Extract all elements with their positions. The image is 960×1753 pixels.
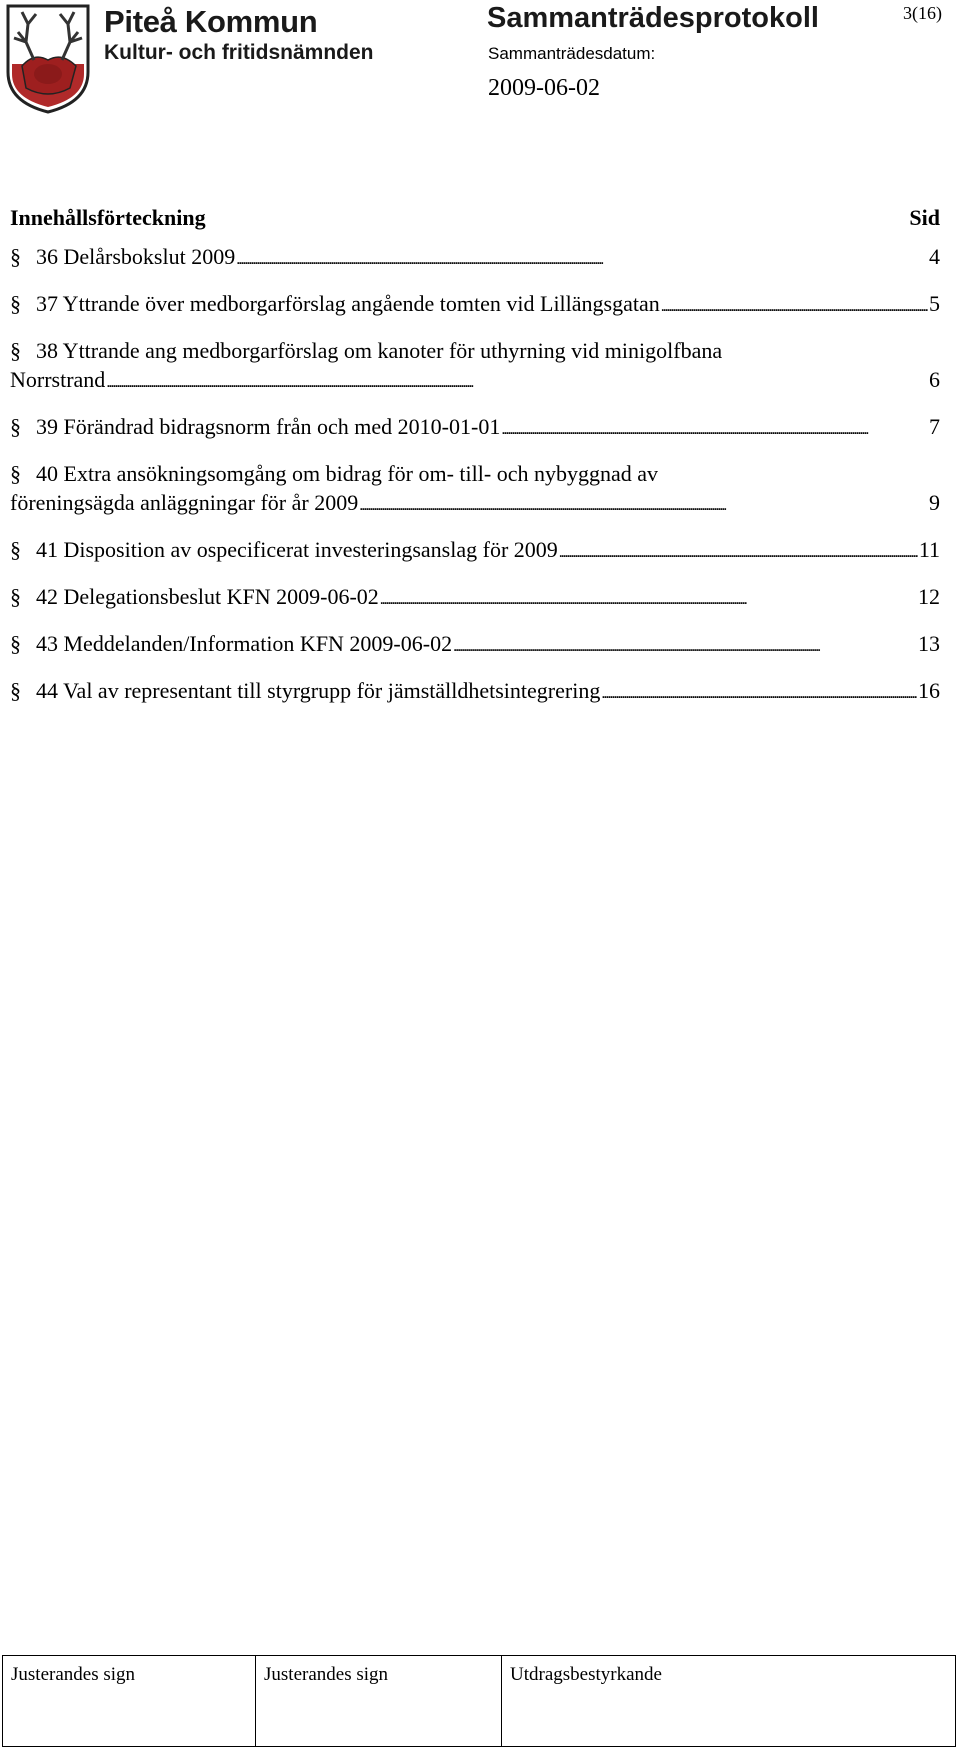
toc-title: Innehållsförteckning [10, 205, 206, 230]
table-of-contents [10, 204, 940, 723]
signature-footer [2, 1655, 956, 1747]
paragraph-symbol: § [10, 291, 21, 316]
toc-header [10, 204, 940, 232]
toc-entry-text: 42 Delegationsbeslut KFN 2009-06-02 [36, 584, 379, 609]
organization-name: Piteå Kommun [104, 4, 318, 39]
toc-entry-text: 39 Förändrad bidragsnorm från och med 2010-01-01 [36, 414, 501, 439]
paragraph-symbol: § [10, 678, 21, 703]
toc-entry-page: 9 [929, 490, 940, 515]
toc-page-column-label: Sid [909, 205, 940, 230]
toc-entry-page: 7 [929, 414, 940, 439]
toc-entry-page: 4 [929, 244, 940, 269]
toc-entry-text: 44 Val av representant till styrgrupp för jämställdhetsintegrering [36, 678, 601, 703]
meeting-date-label: Sammanträdesdatum: [488, 44, 656, 63]
toc-entry-text: 41 Disposition av ospecificerat investeringsanslag för 2009 [36, 537, 558, 562]
document-type: Sammanträdesprotokoll [487, 2, 819, 34]
toc-entry[interactable] [10, 582, 940, 614]
toc-entry-page: 13 [918, 631, 940, 656]
page-number: 3(16) [903, 3, 942, 23]
page-header [0, 0, 960, 120]
toc-entry-text: 36 Delårsbokslut 2009 [36, 244, 236, 269]
toc-entry[interactable] [10, 242, 940, 274]
footer-cell-signature-2: Justerandes sign [256, 1656, 502, 1746]
toc-entry-page: 16 [918, 678, 940, 703]
paragraph-symbol: § [10, 461, 21, 486]
toc-entry[interactable] [10, 289, 940, 321]
paragraph-symbol: § [10, 244, 21, 269]
toc-entry[interactable] [10, 535, 940, 567]
toc-entry-text-line1: 40 Extra ansökningsomgång om bidrag för om- till- och nybyggnad av [36, 461, 658, 486]
toc-entry[interactable] [10, 629, 940, 661]
toc-entry-text: föreningsägda anläggningar för år 2009 [10, 490, 359, 515]
toc-entry-page: 12 [918, 584, 940, 609]
toc-entry[interactable] [10, 336, 940, 397]
toc-entry-text-line1: 38 Yttrande ang medborgarförslag om kanoter för uthyrning vid minigolfbana [36, 338, 723, 363]
toc-entry-text: Norrstrand [10, 367, 106, 392]
paragraph-symbol: § [10, 584, 21, 609]
toc-entry-page: 11 [918, 537, 940, 562]
toc-entry-page: 6 [929, 367, 940, 392]
toc-entry-page: 5 [929, 291, 940, 316]
paragraph-symbol: § [10, 631, 21, 656]
paragraph-symbol: § [10, 338, 21, 363]
meeting-date: 2009-06-02 [488, 75, 600, 101]
paragraph-symbol: § [10, 414, 21, 439]
toc-entry[interactable] [10, 459, 940, 520]
toc-entry[interactable] [10, 412, 940, 444]
footer-cell-signature-1: Justerandes sign [3, 1656, 256, 1746]
department-name: Kultur- och fritidsnämnden [104, 41, 374, 64]
toc-entry[interactable] [10, 676, 940, 708]
toc-entry-text: 37 Yttrande över medborgarförslag angående tomten vid Lillängsgatan [36, 291, 660, 316]
reindeer-coat-of-arms-icon [4, 2, 92, 114]
toc-entry-text: 43 Meddelanden/Information KFN 2009-06-02 [36, 631, 453, 656]
footer-cell-certification: Utdragsbestyrkande [510, 1664, 662, 1685]
paragraph-symbol: § [10, 537, 21, 562]
